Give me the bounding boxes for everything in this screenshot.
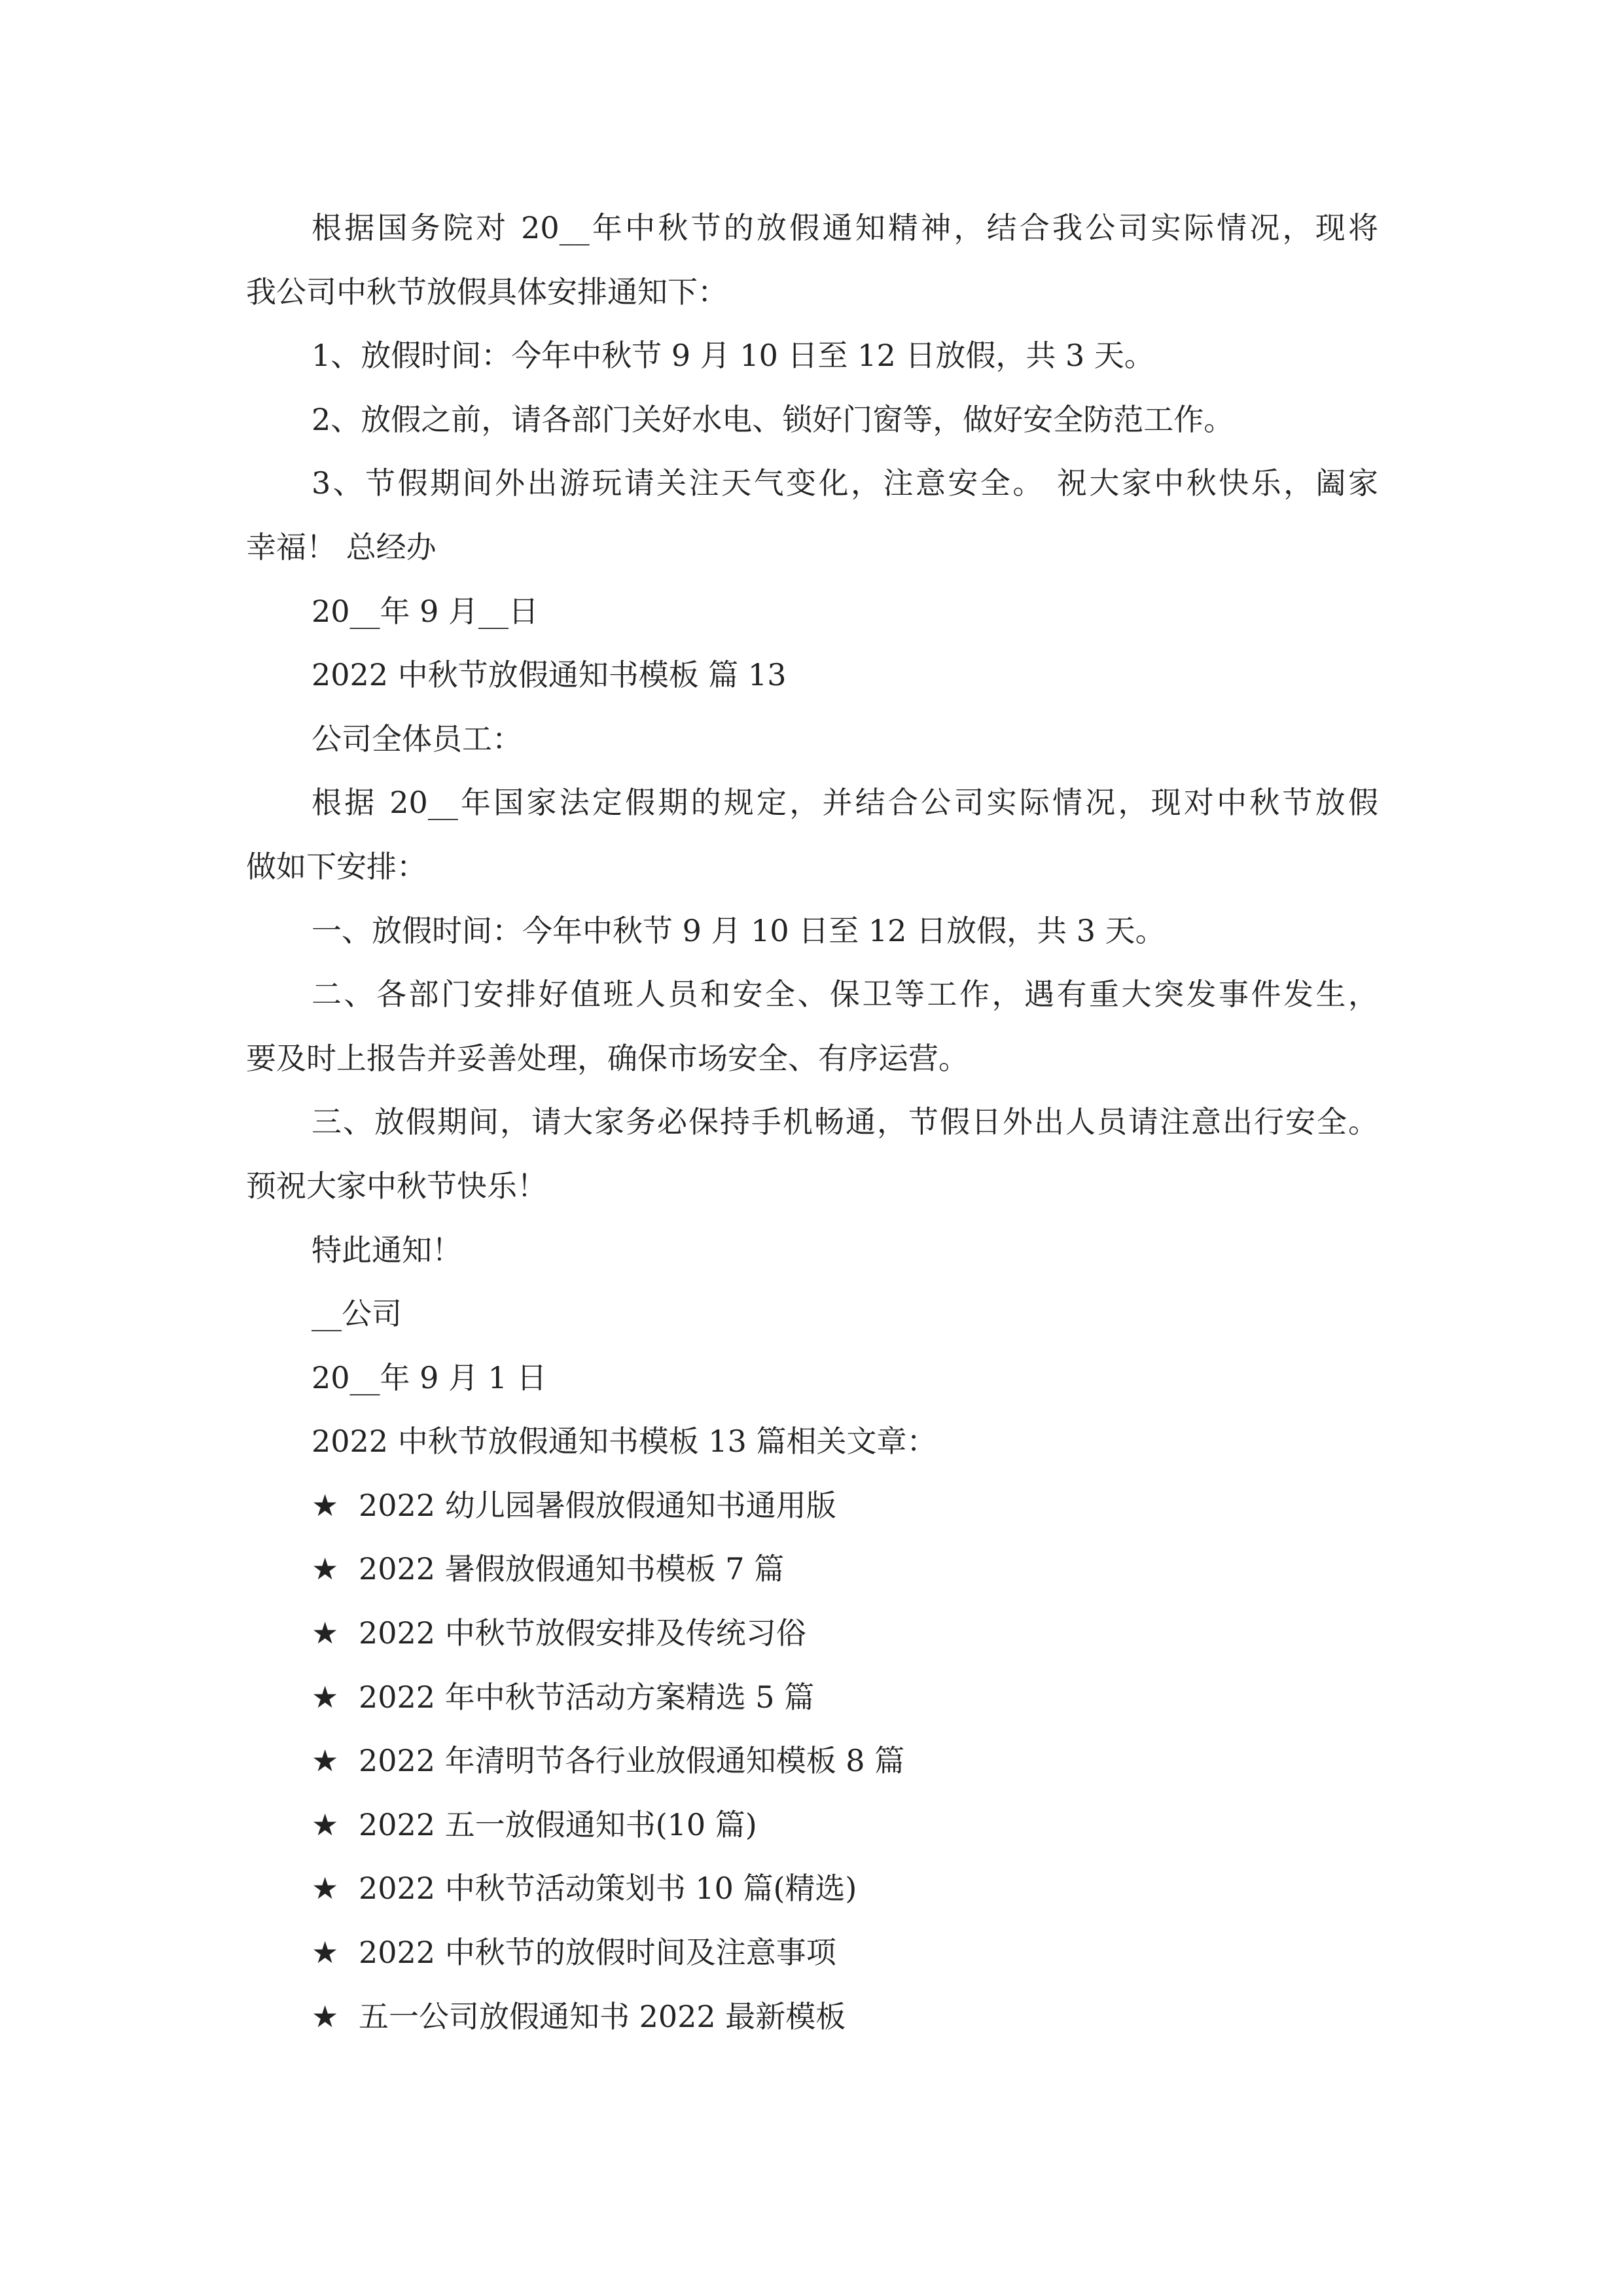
notice2-date: 20__年 9 月 1 日 [312,1359,547,1395]
related-link-2[interactable] [246,1537,1378,1602]
related-link-text[interactable]: 五一公司放假通知书 2022 最新模板 [359,1998,846,2034]
star-icon: ★ [312,1679,339,1715]
document-page [246,196,1378,2049]
notice2-intro-line2: 做如下安排： [246,848,427,884]
related-link-text[interactable]: 2022 年清明节各行业放假通知模板 8 篇 [359,1743,905,1779]
notice2-item-2-line2: 要及时上报告并妥善处理，确保市场安全、有序运营。 [246,1040,969,1076]
star-icon: ★ [312,1998,339,2034]
related-link-text[interactable]: 2022 年中秋节活动方案精选 5 篇 [359,1679,815,1715]
notice2-item-1: 一、放假时间：今年中秋节 9 月 10 日至 12 日放假，共 3 天。 [312,912,1166,948]
related-link-6[interactable] [246,1793,1378,1857]
notice2-closing: 特此通知！ [312,1232,462,1268]
notice2-intro-line1: 根据 20__年国家法定假期的规定，并结合公司实际情况，现对中秋节放假 [312,785,1378,821]
star-icon: ★ [312,1743,339,1779]
related-link-text[interactable]: 2022 五一放假通知书(10 篇) [359,1806,757,1842]
notice1-date: 20__年 9 月__日 [312,593,539,629]
related-link-text[interactable]: 2022 暑假放假通知书模板 7 篇 [359,1551,785,1587]
notice2-company: __公司 [312,1296,402,1332]
star-icon: ★ [312,1871,339,1907]
notice1-item-2: 2、放假之前，请各部门关好水电、锁好门窗等，做好安全防范工作。 [312,401,1234,437]
notice1-intro-line2: 我公司中秋节放假具体安排通知下： [246,274,728,310]
notice1-item-3-line1: 3、节假期间外出游玩请关注天气变化，注意安全。 祝大家中秋快乐，阖家 [312,465,1378,501]
related-link-8[interactable] [246,1921,1378,1985]
notice1-intro-line1: 根据国务院对 20__年中秋节的放假通知精神，结合我公司实际情况，现将 [312,210,1378,245]
notice1-item-3-line2: 幸福！ 总经办 [246,529,437,565]
star-icon: ★ [312,1551,339,1587]
section-title: 2022 中秋节放假通知书模板 篇 13 [312,657,787,693]
related-link-5[interactable] [246,1729,1378,1793]
related-link-text[interactable]: 2022 幼儿园暑假放假通知书通用版 [359,1487,836,1523]
notice2-item-3-line1: 三、放假期间，请大家务必保持手机畅通，节假日外出人员请注意出行安全。 [312,1104,1378,1140]
related-link-4[interactable] [246,1666,1378,1730]
notice1-item-1: 1、放假时间：今年中秋节 9 月 10 日至 12 日放假，共 3 天。 [312,338,1154,374]
star-icon: ★ [312,1935,339,1971]
notice2-salutation: 公司全体员工： [312,721,522,757]
notice2-item-3-line2: 预祝大家中秋节快乐！ [246,1168,547,1204]
related-link-text[interactable]: 2022 中秋节放假安排及传统习俗 [359,1615,806,1651]
related-link-9[interactable] [246,1985,1378,2049]
star-icon: ★ [312,1615,339,1651]
related-link-3[interactable] [246,1602,1378,1666]
related-link-text[interactable]: 2022 中秋节活动策划书 10 篇(精选) [359,1871,857,1907]
related-link-1[interactable] [246,1474,1378,1538]
related-link-7[interactable] [246,1857,1378,1921]
star-icon: ★ [312,1806,339,1842]
related-link-text[interactable]: 2022 中秋节的放假时间及注意事项 [359,1935,836,1971]
notice2-item-2-line1: 二、各部门安排好值班人员和安全、保卫等工作，遇有重大突发事件发生， [312,977,1378,1013]
related-heading: 2022 中秋节放假通知书模板 13 篇相关文章： [312,1424,937,1460]
star-icon: ★ [312,1487,339,1523]
